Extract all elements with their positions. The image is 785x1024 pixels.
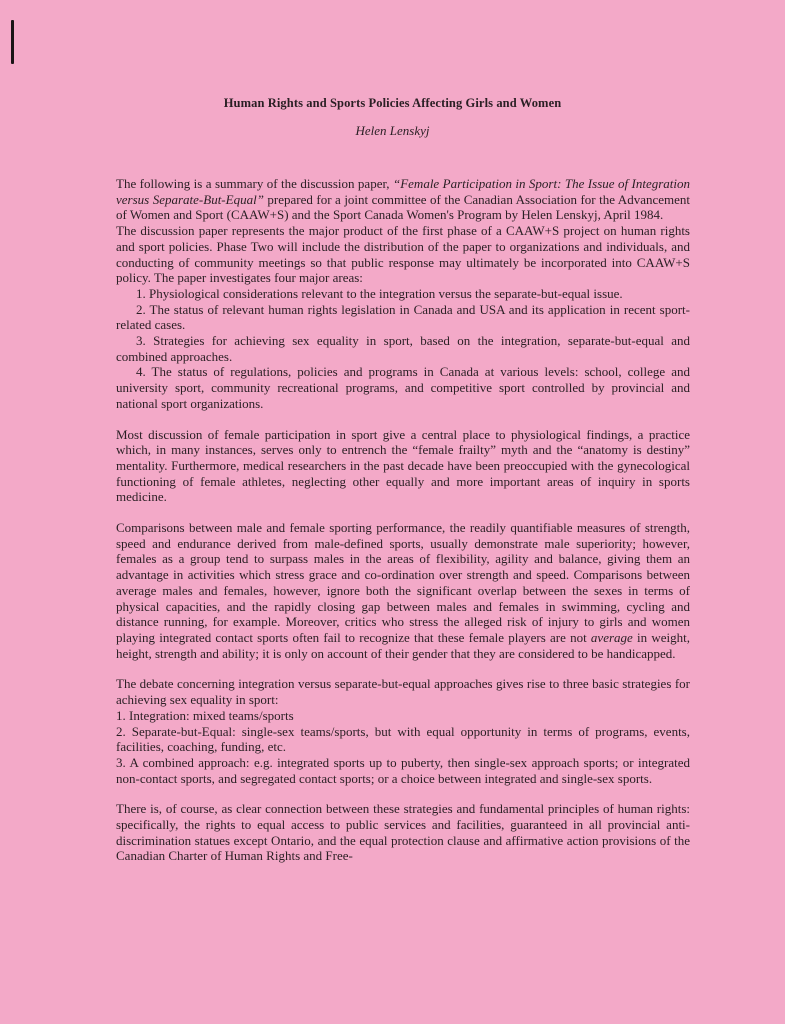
area-item-4: 4. The status of regulations, policies and programs in Canada at various levels: school, college and university sport, community recreational programs, and competitive sport controlled by provincial and national sport organizations. — [116, 364, 690, 411]
binding-mark — [11, 20, 14, 64]
intro-post: prepared for a joint committee of the Canadian Association for the Advancement of Women and Sport (CAAW+S) and the Sport Canada Women's Program by Helen Lenskyj, April 1984. — [116, 191, 690, 223]
area-item-1: 1. Physiological considerations relevant to the integration versus the separate-but-equal issue. — [136, 285, 623, 301]
paragraph-2: The discussion paper represents the major product of the first phase of a CAAW+S project on human rights and sport policies. Phase Two will include the distribution of the paper to organizations and individuals, and conducting of community meetings so that public response may ultimately be incorporated into CAAW+S policy. The paper investigates four major areas: — [116, 223, 690, 286]
page-title: Human Rights and Sports Policies Affecting Girls and Women — [223, 96, 562, 110]
paragraph-5: The debate concerning integration versus separate-but-equal approaches gives rise to three basic strategies for achieving sex equality in sport: — [116, 676, 690, 708]
area-item-2: 2. The status of relevant human rights legislation in Canada and USA and its application in recent sport-related cases. — [116, 301, 690, 333]
area-item-3: 3. Strategies for achieving sex equality in sport, based on the integration, separate-but-equal and combined approaches. — [116, 333, 690, 364]
paragraph-4-post: in weight, height, strength and ability; it is only on account of their gender that they are considered to be handicapped. — [116, 629, 690, 661]
paragraph-3: Most discussion of female participation in sport give a central place to physiological findings, a practice which, in many instances, serves only to entrench the “female frailty” myth and the “anatomy is destiny” mentality. Furthermore, medical researchers in the past decade have been preoccupied with the gynecological functioning of female athletes, neglecting other equally and more important areas of inquiry in sports medicine. — [116, 426, 690, 505]
intro-paragraph — [116, 176, 690, 223]
paragraph-4-pre: Comparisons between male and female sporting performance, the readily quantifiable measures of strength, speed and endurance derived from male-defined sports, usually demonstrate male superiority; however, females as a group tend to surpass males in the areas of flexibility, agility and balance, giving them an advantage in activities which stress grace and co-ordination over strength and speed. Comparisons between average males and females, however, ignore both the significant overlap between the sexes in terms of physical capacities, and the rapidly closing gap between males and females in swimming, cycling and distance running, for example. Moreover, critics who stress the alleged risk of injury to girls and women playing integrated contact sports often fail to recognize that these female players are not — [116, 520, 690, 645]
paragraph-6: There is, of course, as clear connection between these strategies and fundamental principles of human rights: specifically, the rights to equal access to public services and facilities, guaranteed in all provincial anti-discrimination statues except Ontario, and the equal protection clause and affirmative action provisions of the Canadian Charter of Human Rights and Free- — [116, 801, 690, 864]
author-name: Helen Lenskyj — [355, 123, 430, 138]
paragraph-4 — [116, 520, 690, 661]
document-body — [116, 176, 690, 864]
strategy-item-3: 3. A combined approach: e.g. integrated sports up to puberty, then single-sex approach sports; or integrated non-contact sports, and segregated contact sports; or a choice between integrated and single-sex sports. — [116, 754, 690, 786]
strategy-item-1: 1. Integration: mixed teams/sports — [116, 707, 294, 723]
paper-title: “Female Participation in Sport: The Issue of Integration versus Separate-But-Equal” — [116, 176, 690, 207]
strategy-item-2: 2. Separate-but-Equal: single-sex teams/sports, but with equal opportunity in terms of programs, events, facilities, coaching, funding, etc. — [116, 723, 690, 755]
intro-pre: The following is a summary of the discussion paper, — [116, 176, 393, 191]
paragraph-4-emphasis: average — [590, 629, 633, 645]
